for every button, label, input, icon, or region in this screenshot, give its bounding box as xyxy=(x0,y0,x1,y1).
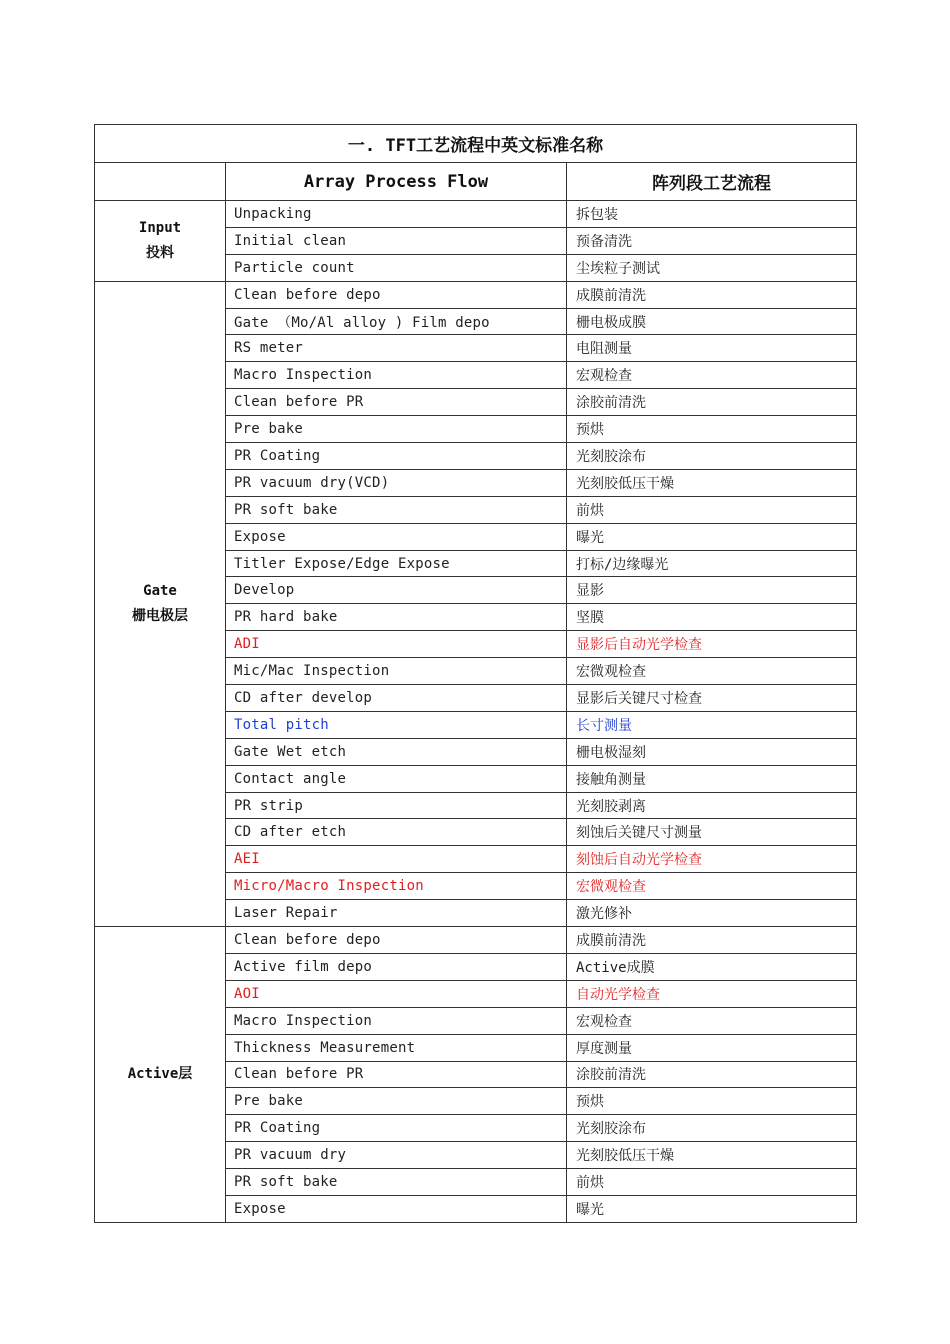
group-name-en: Active xyxy=(127,1065,179,1082)
step-name-zh: 宏观检查 xyxy=(567,1007,857,1034)
step-name-zh: 涂胶前清洗 xyxy=(567,389,857,416)
step-name-en: PR vacuum dry(VCD) xyxy=(226,469,567,496)
step-name-zh: 光刻胶低压干燥 xyxy=(567,469,857,496)
step-name-en: Develop xyxy=(226,577,567,604)
table-row xyxy=(95,281,857,308)
step-name-zh: 打标/边缘曝光 xyxy=(567,550,857,577)
step-name-en: AOI xyxy=(226,980,567,1007)
step-name-zh: 自动光学检查 xyxy=(567,980,857,1007)
step-name-zh: 拆包装 xyxy=(567,201,857,228)
step-name-en: ADI xyxy=(226,631,567,658)
step-name-zh: 显影 xyxy=(567,577,857,604)
step-name-en: Laser Repair xyxy=(226,900,567,927)
step-name-zh: 长寸测量 xyxy=(567,711,857,738)
group-name-en: Input xyxy=(138,219,182,236)
step-name-en: Pre bake xyxy=(226,1088,567,1115)
process-flow-table xyxy=(94,124,857,1223)
step-name-en: Clean before depo xyxy=(226,281,567,308)
group-label-cell xyxy=(95,281,226,926)
step-name-en: PR vacuum dry xyxy=(226,1142,567,1169)
step-name-en: Gate （Mo/Al alloy ) Film depo xyxy=(226,308,567,335)
step-name-en: Gate Wet etch xyxy=(226,738,567,765)
step-name-zh: 前烘 xyxy=(567,496,857,523)
step-name-en: CD after develop xyxy=(226,685,567,712)
title-row xyxy=(95,125,857,163)
step-name-zh: 宏观检查 xyxy=(567,362,857,389)
step-name-zh: 预烘 xyxy=(567,416,857,443)
step-name-en: Active film depo xyxy=(226,953,567,980)
step-name-zh: 栅电极湿刻 xyxy=(567,738,857,765)
step-name-en: Micro/Macro Inspection xyxy=(226,873,567,900)
step-name-zh: 显影后自动光学检查 xyxy=(567,631,857,658)
group-label-cell xyxy=(95,927,226,1223)
step-name-zh: 接触角测量 xyxy=(567,765,857,792)
step-name-zh: 厚度测量 xyxy=(567,1034,857,1061)
step-name-en: Pre bake xyxy=(226,416,567,443)
step-name-zh: 曝光 xyxy=(567,1195,857,1222)
step-name-zh: 激光修补 xyxy=(567,900,857,927)
group-label-cell xyxy=(95,201,226,282)
header-blank xyxy=(95,163,226,201)
step-name-zh: 宏微观检查 xyxy=(567,658,857,685)
table-row xyxy=(95,927,857,954)
step-name-en: RS meter xyxy=(226,335,567,362)
step-name-zh: 尘埃粒子测试 xyxy=(567,254,857,281)
step-name-en: Titler Expose/Edge Expose xyxy=(226,550,567,577)
step-name-en: Total pitch xyxy=(226,711,567,738)
step-name-zh: 预备清洗 xyxy=(567,227,857,254)
step-name-zh: 光刻胶低压干燥 xyxy=(567,1142,857,1169)
step-name-en: Unpacking xyxy=(226,201,567,228)
group-name-zh: 层 xyxy=(178,1065,193,1082)
step-name-en: Thickness Measurement xyxy=(226,1034,567,1061)
header-row xyxy=(95,163,857,201)
group-name-zh: 投料 xyxy=(146,244,174,261)
step-name-zh: 电阻测量 xyxy=(567,335,857,362)
header-english: Array Process Flow xyxy=(226,163,567,201)
process-flow-body xyxy=(95,125,857,1223)
step-name-en: CD after etch xyxy=(226,819,567,846)
step-name-en: Expose xyxy=(226,523,567,550)
step-name-zh: 前烘 xyxy=(567,1169,857,1196)
step-name-zh: 曝光 xyxy=(567,523,857,550)
step-name-en: PR Coating xyxy=(226,443,567,470)
step-name-zh: 光刻胶涂布 xyxy=(567,1115,857,1142)
step-name-en: PR soft bake xyxy=(226,496,567,523)
step-name-en: Initial clean xyxy=(226,227,567,254)
step-name-zh: 成膜前清洗 xyxy=(567,927,857,954)
step-name-en: PR hard bake xyxy=(226,604,567,631)
step-name-en: Clean before PR xyxy=(226,389,567,416)
step-name-zh: 显影后关键尺寸检查 xyxy=(567,685,857,712)
step-name-zh: 光刻胶涂布 xyxy=(567,443,857,470)
step-name-en: PR strip xyxy=(226,792,567,819)
step-name-zh: 刻蚀后自动光学检查 xyxy=(567,846,857,873)
step-name-en: Macro Inspection xyxy=(226,1007,567,1034)
step-name-en: Clean before depo xyxy=(226,927,567,954)
step-name-en: Clean before PR xyxy=(226,1061,567,1088)
header-chinese: 阵列段工艺流程 xyxy=(567,163,857,201)
step-name-en: Mic/Mac Inspection xyxy=(226,658,567,685)
step-name-en: Particle count xyxy=(226,254,567,281)
step-name-en: PR soft bake xyxy=(226,1169,567,1196)
step-name-zh: 宏微观检查 xyxy=(567,873,857,900)
step-name-en: Expose xyxy=(226,1195,567,1222)
step-name-en: Macro Inspection xyxy=(226,362,567,389)
step-name-zh: 栅电极成膜 xyxy=(567,308,857,335)
table-row xyxy=(95,201,857,228)
step-name-en: Contact angle xyxy=(226,765,567,792)
step-name-en: AEI xyxy=(226,846,567,873)
table-title: 一. TFT工艺流程中英文标准名称 xyxy=(95,125,857,163)
group-name-zh: 栅电极层 xyxy=(132,607,188,624)
step-name-zh: 预烘 xyxy=(567,1088,857,1115)
step-name-zh: 坚膜 xyxy=(567,604,857,631)
step-name-en: PR Coating xyxy=(226,1115,567,1142)
step-name-zh: Active成膜 xyxy=(567,953,857,980)
step-name-zh: 涂胶前清洗 xyxy=(567,1061,857,1088)
group-name-en: Gate xyxy=(143,582,177,599)
step-name-zh: 光刻胶剥离 xyxy=(567,792,857,819)
step-name-zh: 成膜前清洗 xyxy=(567,281,857,308)
step-name-zh: 刻蚀后关键尺寸测量 xyxy=(567,819,857,846)
